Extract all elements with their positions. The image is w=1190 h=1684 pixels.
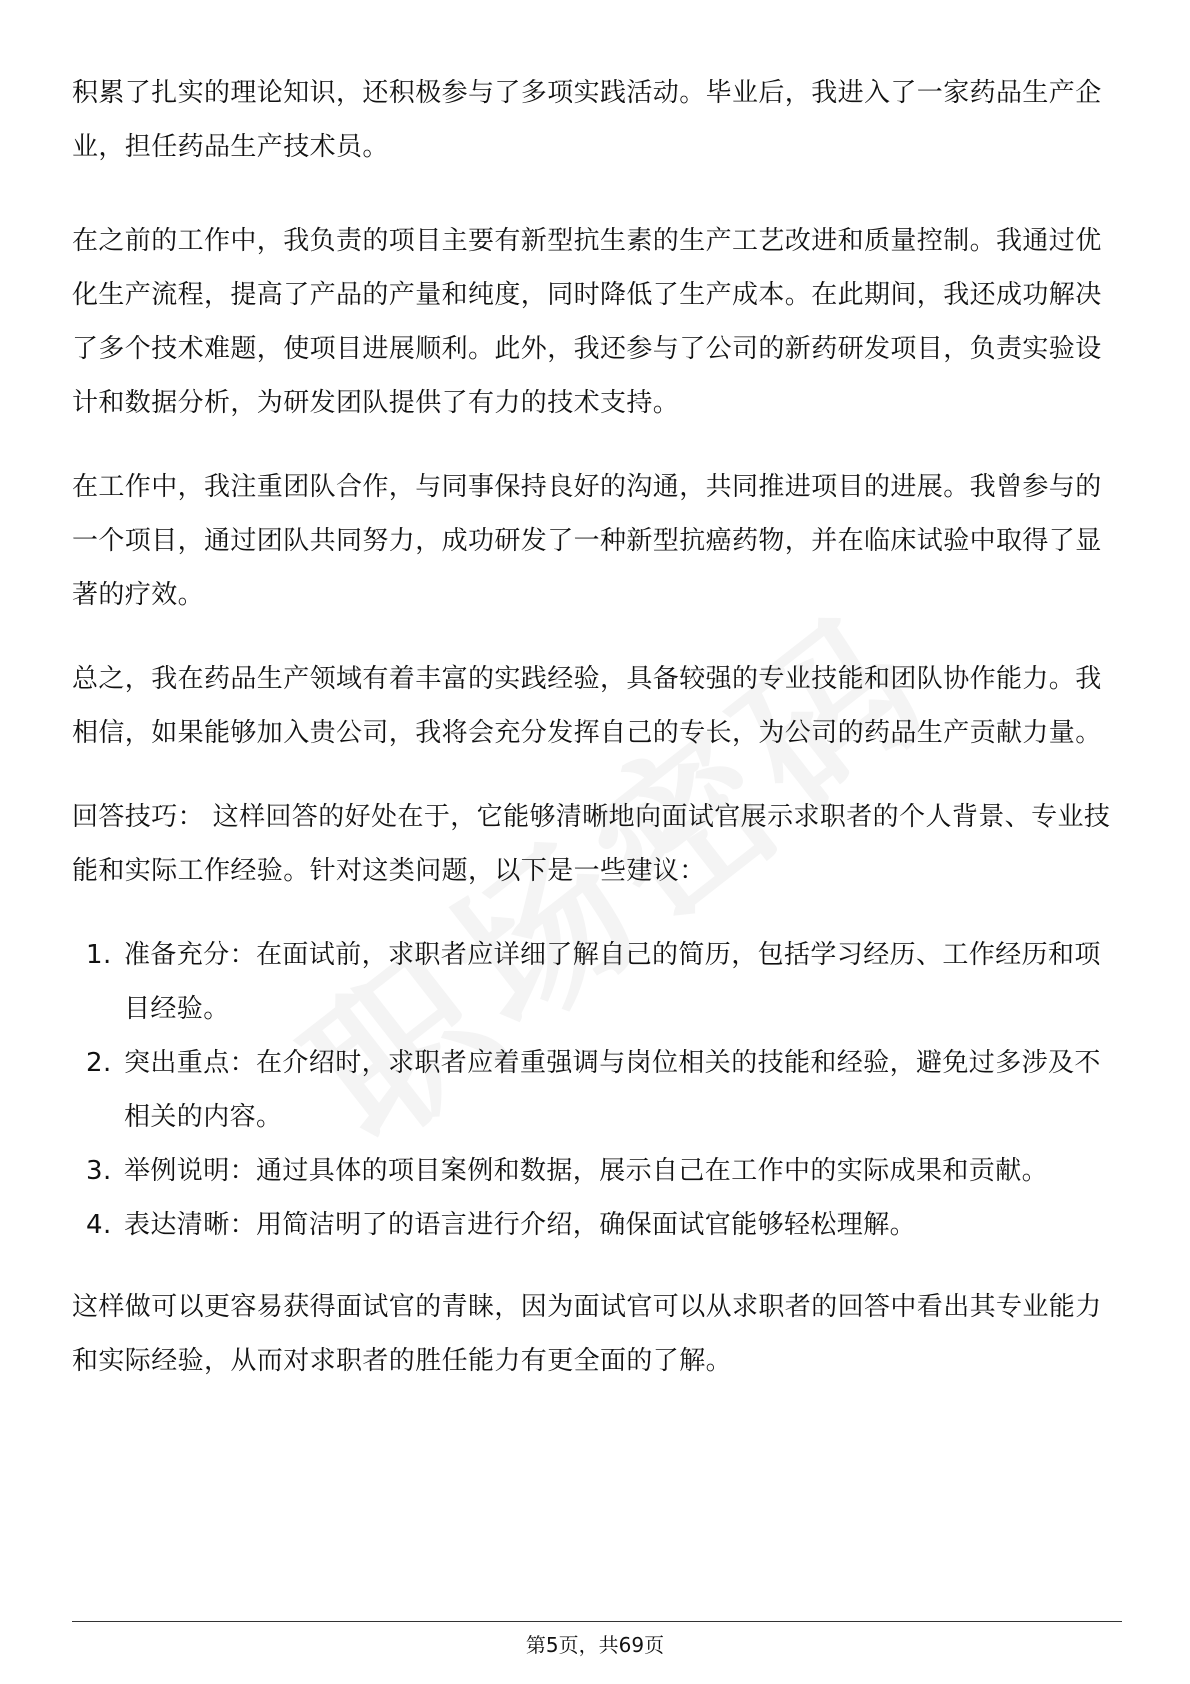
tips-list-item (72, 1144, 1122, 1198)
list-number: 2. (86, 1048, 112, 1078)
list-item-text: 准备充分：在面试前，求职者应详细了解自己的简历，包括学习经历、工作经历和项目经验。 (124, 940, 1101, 1024)
paragraph-summary: 总之，我在药品生产领域有着丰富的实践经验，具备较强的专业技能和团队协作能力。我相信，如果能够加入贵公司，我将会充分发挥自己的专长，为公司的药品生产贡献力量。 (72, 664, 1102, 748)
footer-divider (72, 1621, 1122, 1622)
answer-tips-intro: 回答技巧： 这样回答的好处在于，它能够清晰地向面试官展示求职者的个人背景、专业技能和实际工作经验。针对这类问题，以下是一些建议： (72, 802, 1111, 886)
tips-list-item (72, 1198, 1122, 1252)
paragraph-conclusion: 这样做可以更容易获得面试官的青睐，因为面试官可以从求职者的回答中看出其专业能力和实际经验，从而对求职者的胜任能力有更全面的了解。 (72, 1292, 1102, 1376)
paragraph-teamwork: 在工作中，我注重团队合作，与同事保持良好的沟通，共同推进项目的进展。我曾参与的一个项目，通过团队共同努力，成功研发了一种新型抗癌药物，并在临床试验中取得了显著的疗效。 (72, 472, 1102, 610)
list-item-text: 表达清晰：用简洁明了的语言进行介绍，确保面试官能够轻松理解。 (124, 1210, 917, 1240)
paragraph-previous-work: 在之前的工作中，我负责的项目主要有新型抗生素的生产工艺改进和质量控制。我通过优化生产流程，提高了产品的产量和纯度，同时降低了生产成本。在此期间，我还成功解决了多个技术难题，使项目进展顺利。此外，我还参与了公司的新药研发项目，负责实验设计和数据分析，为研发团队提供了有力的技术支持。 (72, 226, 1102, 418)
page-content (72, 66, 1122, 1418)
tips-list-item (72, 928, 1122, 1036)
tips-list-item (72, 1036, 1122, 1144)
list-item-text: 举例说明：通过具体的项目案例和数据，展示自己在工作中的实际成果和贡献。 (124, 1156, 1049, 1186)
page-number: 第5页，共69页 (525, 1633, 665, 1657)
list-number: 4. (86, 1210, 112, 1240)
list-number: 1. (86, 940, 112, 970)
list-item-text: 突出重点：在介绍时，求职者应着重强调与岗位相关的技能和经验，避免过多涉及不相关的内容。 (124, 1048, 1101, 1132)
tips-list (72, 928, 1122, 1252)
paragraph-background: 积累了扎实的理论知识，还积极参与了多项实践活动。毕业后，我进入了一家药品生产企业，担任药品生产技术员。 (72, 78, 1102, 162)
list-number: 3. (86, 1156, 112, 1186)
